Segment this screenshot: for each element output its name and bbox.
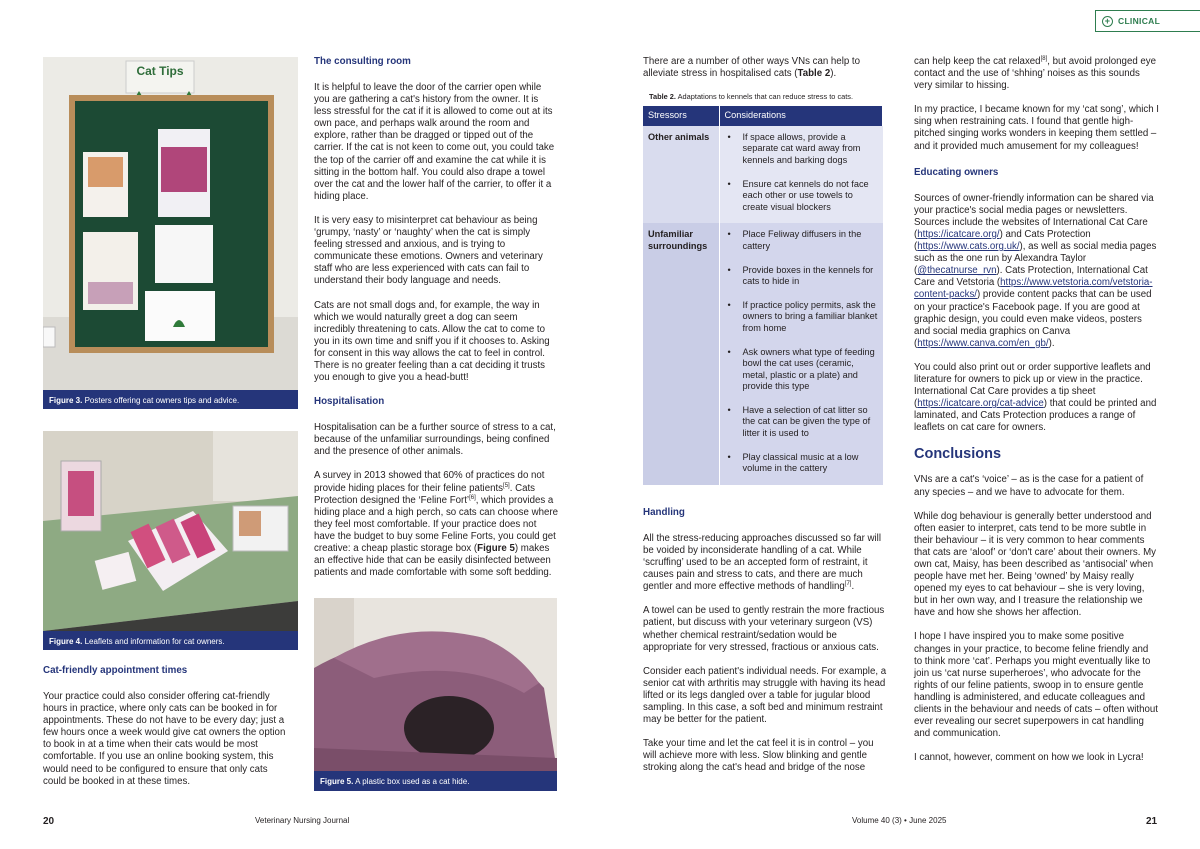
paragraph-appointments: Your practice could also consider offering cat-friendly hours in practice, where only cats can be booked in for appointments. These do not have to be every day; just a few hours once a week would give cat owners the option to book in at a time when their cats would be most comfortable. If you use an online booking system, this would need to be configured to ensure that only cats could be booked in at these times. [43, 691, 286, 787]
figure-5-caption [314, 771, 557, 791]
figure-5-photo [314, 598, 557, 771]
cat-tips-sign-text: Cat Tips [136, 64, 184, 78]
link-canva[interactable]: https://www.canva.com/en_gb/ [917, 337, 1049, 349]
list-item: • Ask owners what type of feeding bowl the cat uses (ceramic, metal, plastic or a plate) and provide this type [725, 347, 878, 393]
column-3-text [643, 56, 887, 786]
list-item: • Provide boxes in the kennels for cats to hide in [725, 265, 878, 288]
table-cell-stressor: Other animals [643, 126, 719, 224]
figure-4-text: Leaflets and information for cat owners. [82, 637, 225, 646]
list-item: • Play classical music at a low volume in the cattery [725, 452, 878, 475]
paragraph-leaflets: You could also print out or order supportive leaflets and literature for owners to pick up or view in the practice. International Cat Care provides a tip sheet (https://icatcare.org/cat-advice) that could be printed and laminated, and Cats Protection produces a range of leaflets on cat care for owners. [914, 361, 1157, 434]
figure-3-text: Posters offering cat owners tips and advice. [82, 396, 240, 405]
link-icatcare[interactable]: https://icatcare.org/ [917, 228, 1000, 240]
cat-tips-poster-board-image [43, 57, 298, 390]
figure-3-photo [43, 57, 298, 390]
table-cell-stressor: Unfamiliar surroundings [643, 223, 719, 485]
paragraph-handling-4: Take your time and let the cat feel it is in control – you will achieve more with less. Slow blinking and gentle stroking along the cat's head and bridge of the nose [643, 738, 874, 774]
journal-name: Veterinary Nursing Journal [255, 816, 350, 825]
figure-3-caption [43, 390, 298, 409]
figure-5-text: A plastic box used as a cat hide. [353, 777, 470, 786]
issue-info: Volume 40 (3) • June 2025 [852, 816, 947, 825]
column-4-text [914, 56, 1159, 776]
column-1-text [43, 665, 293, 800]
heading-hospitalisation: Hospitalisation [314, 396, 385, 408]
paragraph-hosp-1: Hospitalisation can be a further source of stress to a cat, because of the unfamiliar surroundings, being confined and the presence of other animals. [314, 422, 556, 458]
column-2-text [314, 56, 558, 591]
table-row [643, 126, 883, 224]
link-cat-advice[interactable]: https://icatcare.org/cat-advice [917, 398, 1044, 410]
paragraph-handling-3: Consider each patient's individual needs. For example, a senior cat with arthritis may struggle with having its head lifted or its legs dangled over a table for jugular blood sampling. In this case, a soft bed and minimum restraint may be better for the patient. [643, 665, 887, 726]
section-tag-label: CLINICAL [1118, 16, 1161, 26]
heading-conclusions: Conclusions [914, 446, 1002, 463]
table-2-caption: Table 2. Adaptations to kennels that can reduce stress to cats. [649, 92, 854, 102]
paragraph-handling-2: A towel can be used to gently restrain the more fractious patient, but discuss with your veterinary surgeon (VS) whether chemical restraint/sedation would be appropriate for very stressed, fractious or anxious cats. [643, 605, 885, 653]
link-vetstoria[interactable]: https://www.vetstoria.com/vetstoria-content-packs/ [914, 277, 1153, 301]
paragraph-consulting-2: It is very easy to misinterpret cat behaviour as being ‘grumpy, ‘nasty’ or ‘naughty’ when the cat is simply feeling stressed and anxious, and is trying to communicate these emotions. Owners and veterinary staff who are less experienced with cats can fail to understand their body language and needs. [314, 214, 543, 287]
paragraph-conclusion-1: VNs are a cat's ‘voice’ – as is the case for a patient of any species – and we have to advocate for them. [914, 474, 1144, 498]
list-item: • Ensure cat kennels do not face each other or use towels to create visual blockers [725, 179, 878, 214]
link-cats-protection[interactable]: https://www.cats.org.uk/ [917, 241, 1020, 253]
table-header-stressors: Stressors [643, 106, 719, 126]
paragraph-sources: Sources of owner-friendly information can be shared via your practice's social media pages or newsletters. Sources include the websites of International Cat Care (https://icatcare.org/) and Cats Protection (https://www.cats.org.uk/), as well as social media pages such as the one run by Alexandra Taylor (@thecatnurse_rvn). Cats Protection, International Cat Care and Vetstoria (https://www.vetstoria.com/vetstoria-content-packs/) provide content packs that can be used on your practice's Facebook page. If you are good at graphic design, you could even make videos, posters and social media graphics on Canva (https://www.canva.com/en_gb/). [914, 192, 1157, 349]
paragraph-relaxed: can help keep the cat relaxed[8], but avoid prolonged eye contact and the use of ‘shhing’ noises as this sounds very similar to hissing. [914, 55, 1157, 92]
paragraph-conclusion-4: I cannot, however, comment on how we look in Lycra! [914, 752, 1144, 764]
leaflets-table-image [43, 431, 298, 631]
table-cell-considerations [719, 223, 883, 485]
figure-4-photo [43, 431, 298, 631]
heading-educating-owners: Educating owners [914, 166, 999, 178]
list-item: • Have a selection of cat litter so the cat can be given the type of litter it is used to [725, 405, 878, 440]
paragraph-intro-table: There are a number of other ways VNs can help to alleviate stress in hospitalised cats (Table 2). [643, 56, 861, 80]
page-number-left: 20 [43, 816, 55, 827]
paragraph-handling-1: All the stress-reducing approaches discussed so far will be voided by inconsiderate handling of a cat. While ‘scruffing’ used to be an accepted form of restraint, it causes pain and stress to cats, and there are much gentler and more effective methods of handling[7]. [643, 532, 881, 593]
table-header-considerations: Considerations [719, 106, 883, 126]
paragraph-hosp-2: A survey in 2013 showed that 60% of practices do not provide hiding places for their feline patients[5]. Cats Protection designed the ‘Feline Fort’[6], which provides a hiding place and a high perch, so cats can choose where they feel most comfortable. If your practice does not have the budget to buy some Feline Forts, you could get creative: a cheap plastic storage box (Figure 5) makes an effective hide that can be easily disinfected between patients and made comfortable with some soft bedding. [314, 470, 558, 579]
figure-3-label: Figure 3. [49, 396, 83, 405]
table-cell-considerations [719, 126, 883, 224]
figure-4-label: Figure 4. [49, 637, 83, 646]
paragraph-consulting-3: Cats are not small dogs and, for example, the way in which we would naturally greet a dog can seem incredibly threatening to cats. Allow the cat to come to you in its own time and sniff you if it chooses to. Asking for consent in this way allows the cat to feel in control. There is no greater feeling than a cat deciding it trusts you enough to give you a head-butt! [314, 299, 550, 384]
list-item: • Place Feliway diffusers in the cattery [725, 229, 878, 252]
list-item: • If space allows, provide a separate cat ward away from kennels and barking dogs [725, 132, 878, 167]
paragraph-consulting-1: It is helpful to leave the door of the carrier open while you are gathering a cat's history from the owner. It is less stressful for the cat if it is allowed to come out at its own pace, and perhaps walk around the room and explore, rather than be dragged or tipped out of the carrier. If the cat is not keen to come out, you could take the top of the carrier off and examine the cat while it is sitting in the bottom half. You could also drape a towel over the cat and the lower half of the carrier, to offer it a hiding place. [314, 82, 555, 202]
page-number-right: 21 [1146, 816, 1158, 827]
plus-circle-icon: + [1102, 16, 1113, 27]
heading-consulting-room: The consulting room [314, 56, 411, 67]
heading-handling: Handling [643, 506, 685, 518]
heading-cat-friendly-appointment-times: Cat-friendly appointment times [43, 665, 188, 676]
section-tag [1095, 10, 1200, 32]
figure-5-label: Figure 5. [320, 777, 354, 786]
table-row [643, 223, 883, 485]
paragraph-conclusion-3: I hope I have inspired you to make some positive changes in your practice, to become feline friendly and to think more ‘cat’. Perhaps you might eventually like to join us ‘cat nurse superheroes’, who advocate for the rights of our feline patients, swoop in to ensure gentle handling is administered, and educate colleagues and clients in the behaviour and needs of cats – often without ever revealing our secret superpowers in cat handling and communication. [914, 631, 1158, 740]
cat-hide-box-image [314, 598, 557, 771]
figure-4-caption [43, 631, 298, 650]
link-thecatnurse[interactable]: @thecatnurse_rvn [917, 265, 997, 277]
paragraph-conclusion-2: While dog behaviour is generally better understood and often easier to interpret, cats tend to be more subtle in their behaviour – it is very common to hear comments that cats are ‘aloof’ or ‘don't care’ about their owners. My own cat, Maisy, has been described as ‘antisocial’ when people have met her. Being ‘owned’ by Maisy really opened my eyes to cat behaviour – she is very loving, but in her own way, and I treasure the relationship we have and how she shows her affection. [914, 510, 1156, 619]
table-2 [643, 106, 883, 485]
paragraph-cat-song: In my practice, I became known for my ‘cat song’, which I sing when restraining cats. I found that gentle high-pitched singing works wonders in keeping them settled – and it provided much amusement for my colleagues! [914, 104, 1159, 152]
list-item: • If practice policy permits, ask the owners to bring a familiar blanket from home [725, 300, 878, 335]
